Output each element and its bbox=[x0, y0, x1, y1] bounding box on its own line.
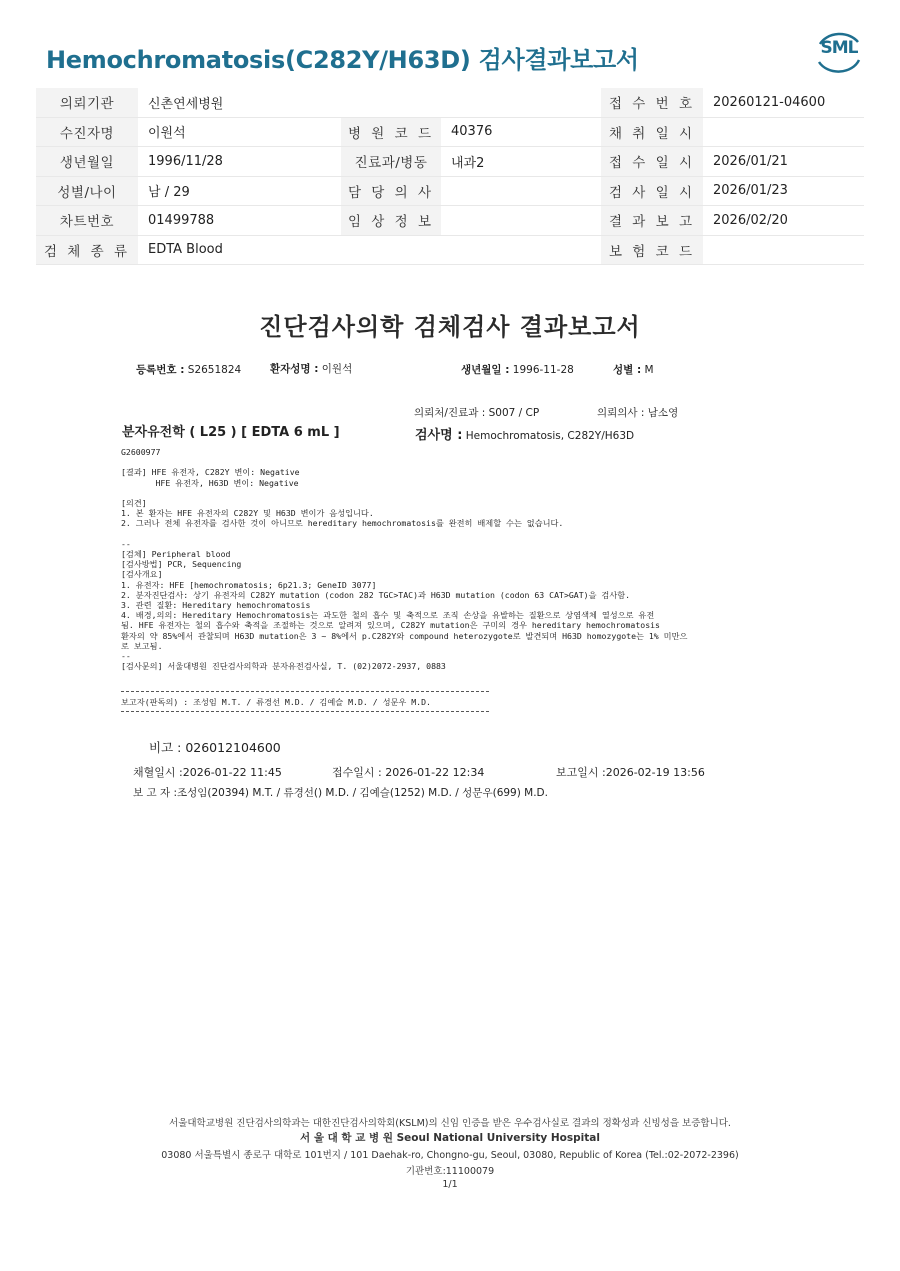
patient-info-table bbox=[36, 88, 864, 265]
value-insurance-code bbox=[703, 235, 864, 265]
label-birth-date: 생년월일 bbox=[36, 147, 138, 177]
value-result-report: 2026/02/20 bbox=[703, 206, 864, 236]
birth-date-value: 1996-11-28 bbox=[512, 364, 574, 376]
sex-value: M bbox=[644, 364, 654, 376]
label-chart-number: 차트번호 bbox=[36, 206, 138, 236]
value-patient-name: 이원석 bbox=[138, 117, 341, 147]
info-row bbox=[36, 88, 864, 117]
page-title: Hemochromatosis(C282Y/H63D) 검사결과보고서 bbox=[46, 46, 639, 74]
patient-name-label: 환자성명 : bbox=[270, 363, 319, 375]
info-row bbox=[36, 176, 864, 206]
page-number: 1/1 bbox=[442, 1179, 458, 1190]
label-patient-name: 수진자명 bbox=[36, 117, 138, 147]
reporters: 보 고 자 :조성임(20394) M.T. / 류경선() M.D. / 김예슬(1252) M.D. / 성문우(699) M.D. bbox=[133, 787, 548, 799]
value-doctor bbox=[441, 176, 601, 206]
sex-label: 성별 : bbox=[613, 364, 642, 376]
patient-name-value: 이원석 bbox=[321, 363, 353, 375]
reporter-line: 보고자(판독의) : 조성임 M.T. / 류경선 M.D. / 김예슬 M.D. / 성문우 M.D. bbox=[121, 697, 431, 707]
logo-text: SML bbox=[820, 38, 858, 58]
sml-logo bbox=[814, 30, 864, 74]
label-doctor: 담 당 의 사 bbox=[341, 176, 441, 206]
info-row bbox=[36, 206, 864, 236]
value-chart-number: 01499788 bbox=[138, 206, 341, 236]
label-requesting-institution: 의뢰기관 bbox=[36, 88, 138, 117]
label-specimen-type: 검 체 종 류 bbox=[36, 235, 138, 265]
label-department: 진료과/병동 bbox=[341, 147, 441, 177]
hospital-address: 03080 서울특별시 종로구 대학로 101번지 / 101 Daehak-ro, Chongno-gu, Seoul, 03080, Republic of Korea (Tel.:02-2072-2396) bbox=[161, 1150, 739, 1161]
exam-name-value: Hemochromatosis, C282Y/H63D bbox=[465, 430, 635, 442]
receipt-datetime: 접수일시 : 2026-01-22 12:34 bbox=[332, 766, 485, 779]
sex bbox=[613, 362, 654, 377]
value-department: 내과2 bbox=[441, 147, 601, 177]
label-collection-time: 채 취 일 시 bbox=[601, 117, 703, 147]
value-collection-time bbox=[703, 117, 864, 147]
label-receipt-time: 접 수 일 시 bbox=[601, 147, 703, 177]
collection-datetime: 채혈일시 :2026-01-22 11:45 bbox=[133, 766, 282, 779]
patient-name bbox=[270, 361, 352, 376]
report-title: 진단검사의학 검체검사 결과보고서 bbox=[259, 313, 641, 341]
section-title: 분자유전학 ( L25 ) [ EDTA 6 mL ] bbox=[122, 425, 340, 440]
hospital-name: 서 울 대 학 교 병 원 Seoul National University Hospital bbox=[300, 1132, 600, 1144]
registration-value: S2651824 bbox=[187, 364, 242, 376]
registration-label: 등록번호 : bbox=[136, 364, 185, 376]
value-requesting-institution: 신촌연세병원 bbox=[138, 88, 601, 117]
divider bbox=[121, 691, 489, 692]
value-receipt-time: 2026/01/21 bbox=[703, 147, 864, 177]
note-value: 026012104600 bbox=[185, 740, 281, 755]
info-row bbox=[36, 235, 864, 265]
registration-number bbox=[136, 362, 241, 377]
requesting-department: 의뢰처/진료과 : S007 / CP bbox=[414, 407, 540, 419]
birth-date-label: 생년월일 : bbox=[461, 364, 510, 376]
value-accession-number: 20260121-04600 bbox=[703, 88, 864, 117]
divider bbox=[121, 711, 489, 712]
exam-name-label: 검사명 : bbox=[415, 428, 463, 443]
label-accession-number: 접 수 번 호 bbox=[601, 88, 703, 117]
info-row bbox=[36, 117, 864, 147]
info-row bbox=[36, 147, 864, 177]
note-label: 비고 : bbox=[149, 740, 182, 755]
value-birth-date: 1996/11/28 bbox=[138, 147, 341, 177]
certification-statement: 서울대학교병원 진단검사의학과는 대한진단검사의학회(KSLM)의 신임 인증을 받은 우수검사실로 결과의 정확성과 신빙성을 보증합니다. bbox=[169, 1118, 731, 1129]
report-body-text: G2600977 [결과] HFE 유전자, C282Y 변이: Negative HFE 유전자, H63D 변이: Negative [의견] 1. 본 환자는 HFE 유전자의 C282Y 및 H63D 변이가 음성입니다. 2. 그러나 전체 유전자를 검사한 것이 아니므로 hereditary hemochromatosis를 완전히 배제할 수는 없습니다. -- [검체] Peripheral blood [검사방법] PCR, Sequencing [검사개요] 1. 유전자: HFE [hemochromatosis; 6p21.3; GeneID 3077] 2. 분자진단검사: 상기 유전자의 C282Y mutation (codon 282 TGC>TAC)과 H63D mutation (codon 63 CAT>GAT)을 검사함. 3. 관련 질환: Hereditary hemochromatosis 4. 배경,의의: Hereditary Hemochromatosis는 과도한 철의 흡수 및 축적으로 조직 손상을 유발하는 질환으로 상염색체 열성으로 유전 됨. HFE 유전자는 철의 흡수와 축적을 조절하는 것으로 알려져 있으며, C282Y mutation은 구미의 경우 hereditary hemochromatosis 환자의 약 85%에서 관찰되며 H63D mutation은 3 ~ 8%에서 p.C282Y와 compound heterozygote로 발견되며 H63D homozygote는 1% 미만으 로 보고됨. -- [검사문의] 서울대병원 진단검사의학과 분자유전검사실, T. (02)2072-2937, 0883 bbox=[121, 447, 688, 672]
label-test-time: 검 사 일 시 bbox=[601, 176, 703, 206]
label-result-report: 결 과 보 고 bbox=[601, 206, 703, 236]
note bbox=[149, 738, 281, 756]
label-hospital-code: 병 원 코 드 bbox=[341, 117, 441, 147]
value-clinical-info bbox=[441, 206, 601, 236]
label-sex-age: 성별/나이 bbox=[36, 176, 138, 206]
requesting-doctor: 의뢰의사 : 남소영 bbox=[597, 407, 679, 419]
label-clinical-info: 임 상 정 보 bbox=[341, 206, 441, 236]
institution-number: 기관번호:11100079 bbox=[405, 1166, 495, 1177]
value-specimen-type: EDTA Blood bbox=[138, 235, 601, 265]
value-sex-age: 남 / 29 bbox=[138, 176, 341, 206]
value-hospital-code: 40376 bbox=[441, 117, 601, 147]
report-datetime: 보고일시 :2026-02-19 13:56 bbox=[556, 766, 705, 779]
birth-date bbox=[461, 362, 574, 377]
label-insurance-code: 보 험 코 드 bbox=[601, 235, 703, 265]
exam-name bbox=[415, 424, 634, 443]
value-test-time: 2026/01/23 bbox=[703, 176, 864, 206]
